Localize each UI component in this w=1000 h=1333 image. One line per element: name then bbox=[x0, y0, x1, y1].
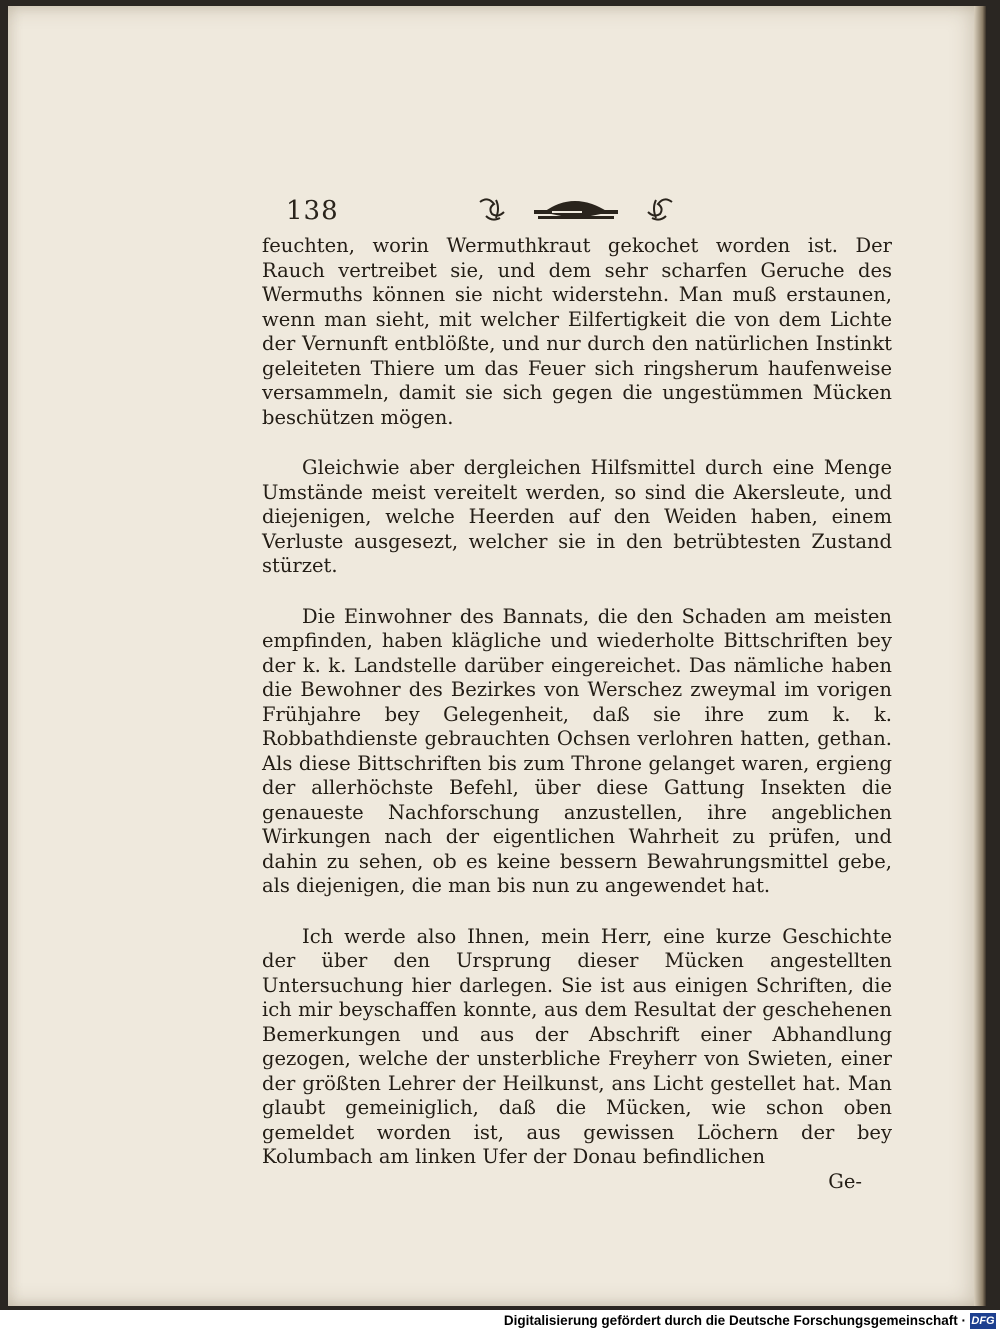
paragraph-4: Ich werde also Ihnen, mein Herr, eine kurze Geschichte der über den Ursprung dieser Mücken angestellten Untersuchung hier darlegen. Sie ist aus einigen Schriften, die ich mir beyschaffen konnte, aus dem Resultat der geschehenen Bemerkungen und aus der Abschrift einer Abhandlung gezogen, welche der unsterbliche Freyherr von Swieten, einer der größten Lehrer der Heilkunst, ans Licht gestellet hat. Man glaubt gemeiniglich, daß die Mücken, wie schon oben gemeldet worden ist, aus gewissen Löchern der bey Kolumbach am linken Ufer der Donau befindlichen bbox=[262, 924, 892, 1168]
paragraph-1: feuchten, worin Wermuthkraut gekochet worden ist. Der Rauch vertreibet sie, und dem sehr scharfen Geruche des Wermuths können sie nicht widerstehn. Man muß erstaunen, wenn man sieht, mit welcher Eilfertigkeit die von dem Lichte der Vernunft entblößte, und nur durch den natürlichen Instinkt geleiteten Thiere um das Feuer sich ringsherum haufenweise versammeln, damit sie sich gegen die ungestümmen Mücken beschützen mögen. bbox=[262, 234, 892, 429]
body-text bbox=[262, 234, 892, 1194]
page-header bbox=[276, 192, 896, 232]
printers-ornament-icon bbox=[476, 194, 676, 228]
digitization-footer bbox=[0, 1310, 1000, 1333]
page-number: 138 bbox=[286, 196, 339, 226]
catchword: Ge- bbox=[828, 1169, 862, 1193]
dfg-logo: DFG bbox=[971, 1315, 995, 1327]
funding-notice: Digitalisierung gefördert durch die Deutsche Forschungsgemeinschaft · bbox=[503, 1313, 966, 1328]
paragraph-2: Gleichwie aber dergleichen Hilfsmittel durch eine Menge Umstände meist vereitelt werden, so sind die Akersleute, und diejenigen, welche Heerden auf den Weiden haben, einem Verluste ausgesezt, welcher sie in den betrübtesten Zustand stürzet. bbox=[262, 456, 892, 577]
page-edge bbox=[974, 6, 986, 1306]
paragraph-3: Die Einwohner des Bannats, die den Schaden am meisten empfinden, haben klägliche und wiederholte Bittschriften bey der k. k. Landstelle darüber eingereichet. Das nämliche haben die Bewohner des Bezirkes von Werschez zweymal im vorigen Frühjahre bey Gelegenheit, daß sie ihre zum k. k. Robbathdienste gebrauchten Ochsen verlohren hatten, gethan. Als diese Bittschriften bis zum Throne gelanget waren, ergieng der allerhöchste Befehl, über diese Gattung Insekten die genaueste Nachforschung anzustellen, ihre angeblichen Wirkungen nach der eigentlichen Wahrheit zu prüfen, und dahin zu sehen, ob es keine bessern Bewahrungsmittel gebe, als diejenigen, die man bis nun zu angewendet hat. bbox=[262, 604, 892, 897]
